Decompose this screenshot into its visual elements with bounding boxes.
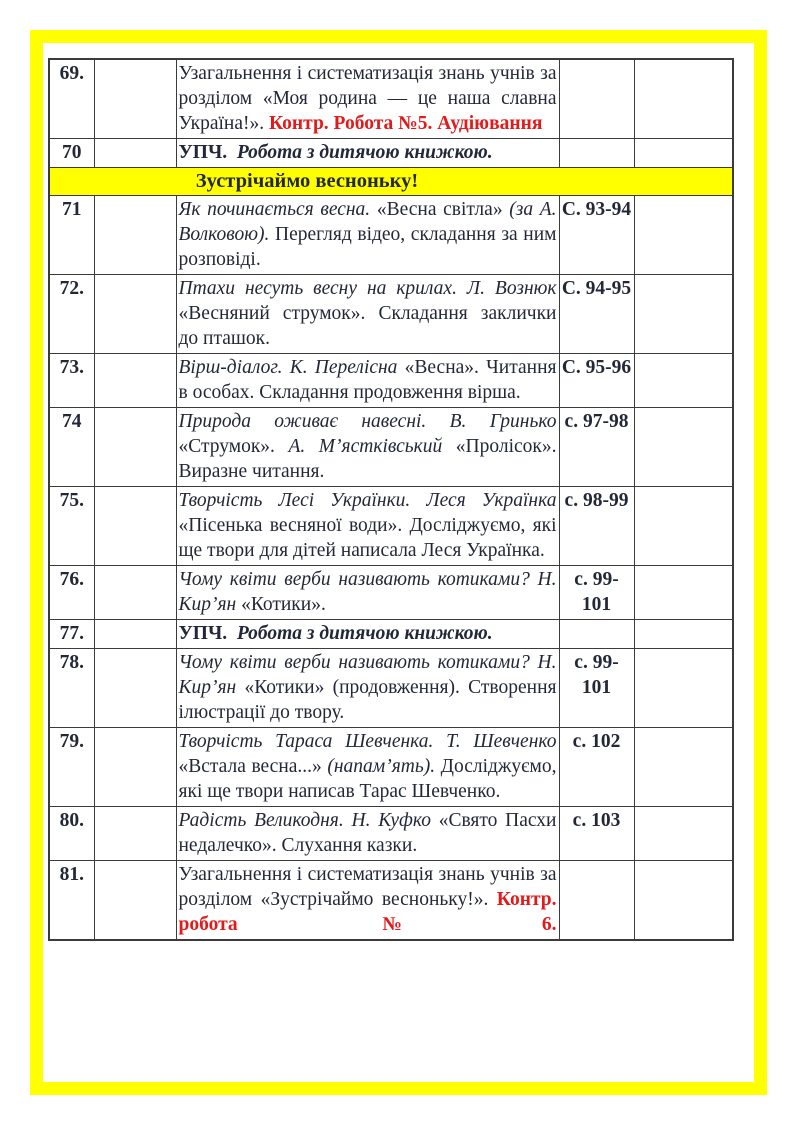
lesson-description-cell — [176, 861, 559, 941]
date-cell — [94, 408, 176, 487]
text-segment: (напам’ять). — [327, 756, 441, 777]
date-cell — [94, 807, 176, 861]
text-segment: Радість Великодня. Н. Куфко — [178, 810, 439, 831]
text-segment: УПЧ. — [178, 142, 237, 163]
date-cell — [94, 728, 176, 807]
pages-cell — [559, 139, 634, 168]
lesson-number-cell: 73. — [49, 354, 94, 408]
lesson-number-cell: 76. — [49, 566, 94, 620]
lesson-number-cell: 81. — [49, 861, 94, 941]
notes-cell — [634, 275, 733, 354]
text-segment: «Весняний струмок». Складання заклички до пташок. — [178, 303, 557, 349]
text-segment: Чому квіти верби називають котиками? Н. Кир’ян — [178, 652, 557, 698]
pages-cell: с. 97-98 — [559, 408, 634, 487]
text-segment: Перегляд відео, складання за ним розповіді. — [178, 224, 557, 270]
table-row — [49, 620, 733, 649]
text-segment: Вірш-діалог. К. Перелісна — [178, 357, 405, 378]
text-segment: Природа оживає навесні. В. Гринько — [178, 411, 557, 432]
lesson-number-cell: 74 — [49, 408, 94, 487]
lesson-number-cell: 79. — [49, 728, 94, 807]
text-segment: «Весна світла» — [376, 199, 510, 220]
lesson-description-cell — [176, 59, 559, 139]
pages-cell: с. 102 — [559, 728, 634, 807]
text-segment: Творчість Тараса Шевченка. Т. Шевченко — [178, 731, 557, 752]
date-cell — [94, 487, 176, 566]
date-cell — [94, 59, 176, 139]
section-header-label: Зустрічаймо весноньку! — [195, 170, 419, 192]
pages-cell: с. 99-101 — [559, 566, 634, 620]
table-row — [49, 487, 733, 566]
table-row — [49, 196, 733, 275]
notes-cell — [634, 59, 733, 139]
pages-cell — [559, 59, 634, 139]
pages-cell: С. 93-94 — [559, 196, 634, 275]
lesson-description-cell — [176, 487, 559, 566]
table-row — [49, 354, 733, 408]
text-segment: УПЧ. — [178, 623, 237, 644]
notes-cell — [634, 807, 733, 861]
pages-cell: с. 99-101 — [559, 649, 634, 728]
lesson-description-cell — [176, 139, 559, 168]
text-segment: «Свято Пасхи недалечко». Слухання казки. — [178, 810, 557, 856]
notes-cell — [634, 649, 733, 728]
notes-cell — [634, 487, 733, 566]
lesson-number-cell: 77. — [49, 620, 94, 649]
text-segment: «Весна». Читання в особах. Складання продовження вірша. — [178, 357, 557, 403]
table-row — [49, 566, 733, 620]
text-segment: Досліджуємо, які ще твори написав Тарас Шевченко. — [178, 756, 557, 802]
section-row — [49, 168, 733, 196]
text-segment: «Встала весна...» — [178, 756, 328, 777]
notes-cell — [634, 728, 733, 807]
table-row — [49, 649, 733, 728]
table-row — [49, 275, 733, 354]
date-cell — [94, 861, 176, 941]
date-cell — [94, 649, 176, 728]
pages-cell — [559, 861, 634, 941]
lesson-number-cell: 80. — [49, 807, 94, 861]
table-row — [49, 807, 733, 861]
lesson-description-cell — [176, 649, 559, 728]
notes-cell — [634, 408, 733, 487]
date-cell — [94, 566, 176, 620]
text-segment: «Струмок». — [178, 436, 289, 457]
table-row — [49, 861, 733, 941]
text-segment: Як починається весна. — [178, 199, 377, 220]
lesson-table — [48, 58, 734, 941]
section-header-cell — [49, 168, 733, 196]
text-segment: А. М’ястківський — [288, 436, 456, 457]
notes-cell — [634, 861, 733, 941]
text-segment: «Пролісок». Виразне читання. — [178, 436, 557, 482]
lesson-number-cell: 78. — [49, 649, 94, 728]
text-segment: «Котики» (продовження). Створення ілюстрації до твору. — [178, 677, 557, 723]
text-segment: Контр. робота №6. — [178, 889, 557, 935]
date-cell — [94, 139, 176, 168]
pages-cell: С. 95-96 — [559, 354, 634, 408]
lesson-number-cell: 70 — [49, 139, 94, 168]
date-cell — [94, 275, 176, 354]
lesson-number-cell: 75. — [49, 487, 94, 566]
text-segment: Птахи несуть весну на крилах. Л. Вознюк — [178, 278, 557, 299]
lesson-description-cell — [176, 807, 559, 861]
lesson-description-cell — [176, 408, 559, 487]
notes-cell — [634, 196, 733, 275]
text-segment: (за А. Волковою). — [178, 199, 557, 245]
notes-cell — [634, 566, 733, 620]
text-segment: Робота з дитячою книжкою. — [236, 142, 493, 163]
table-row — [49, 728, 733, 807]
text-segment: Узагальнення і систематизація знань учнів за розділом «Зустрічаймо весноньку!». — [178, 864, 557, 910]
table-row — [49, 59, 733, 139]
pages-cell: с. 103 — [559, 807, 634, 861]
lesson-description-cell — [176, 196, 559, 275]
pages-cell: С. 94-95 — [559, 275, 634, 354]
pages-cell: с. 98-99 — [559, 487, 634, 566]
date-cell — [94, 620, 176, 649]
notes-cell — [634, 139, 733, 168]
text-segment: «Котики». — [241, 594, 326, 615]
lesson-number-cell: 71 — [49, 196, 94, 275]
table-row — [49, 139, 733, 168]
lesson-description-cell — [176, 354, 559, 408]
pages-cell — [559, 620, 634, 649]
text-segment: Робота з дитячою книжкою. — [236, 623, 493, 644]
lesson-description-cell — [176, 620, 559, 649]
text-segment: Узагальнення і систематизація знань учнів за розділом «Моя родина — це наша славна Україна!». — [178, 63, 557, 134]
table-row — [49, 408, 733, 487]
lesson-description-cell — [176, 275, 559, 354]
date-cell — [94, 196, 176, 275]
date-cell — [94, 354, 176, 408]
text-segment: Контр. Робота №5. Аудіювання — [268, 113, 543, 134]
lesson-description-cell — [176, 728, 559, 807]
lesson-number-cell: 72. — [49, 275, 94, 354]
notes-cell — [634, 354, 733, 408]
text-segment: Чому квіти верби називають котиками? Н. Кир’ян — [178, 569, 557, 615]
lesson-number-cell: 69. — [49, 59, 94, 139]
lesson-description-cell — [176, 566, 559, 620]
text-segment: Творчість Лесі Українки. Леся Українка — [178, 490, 557, 511]
text-segment: «Пісенька весняної води». Досліджуємо, які ще твори для дітей написала Леся Українка. — [178, 515, 557, 561]
notes-cell — [634, 620, 733, 649]
